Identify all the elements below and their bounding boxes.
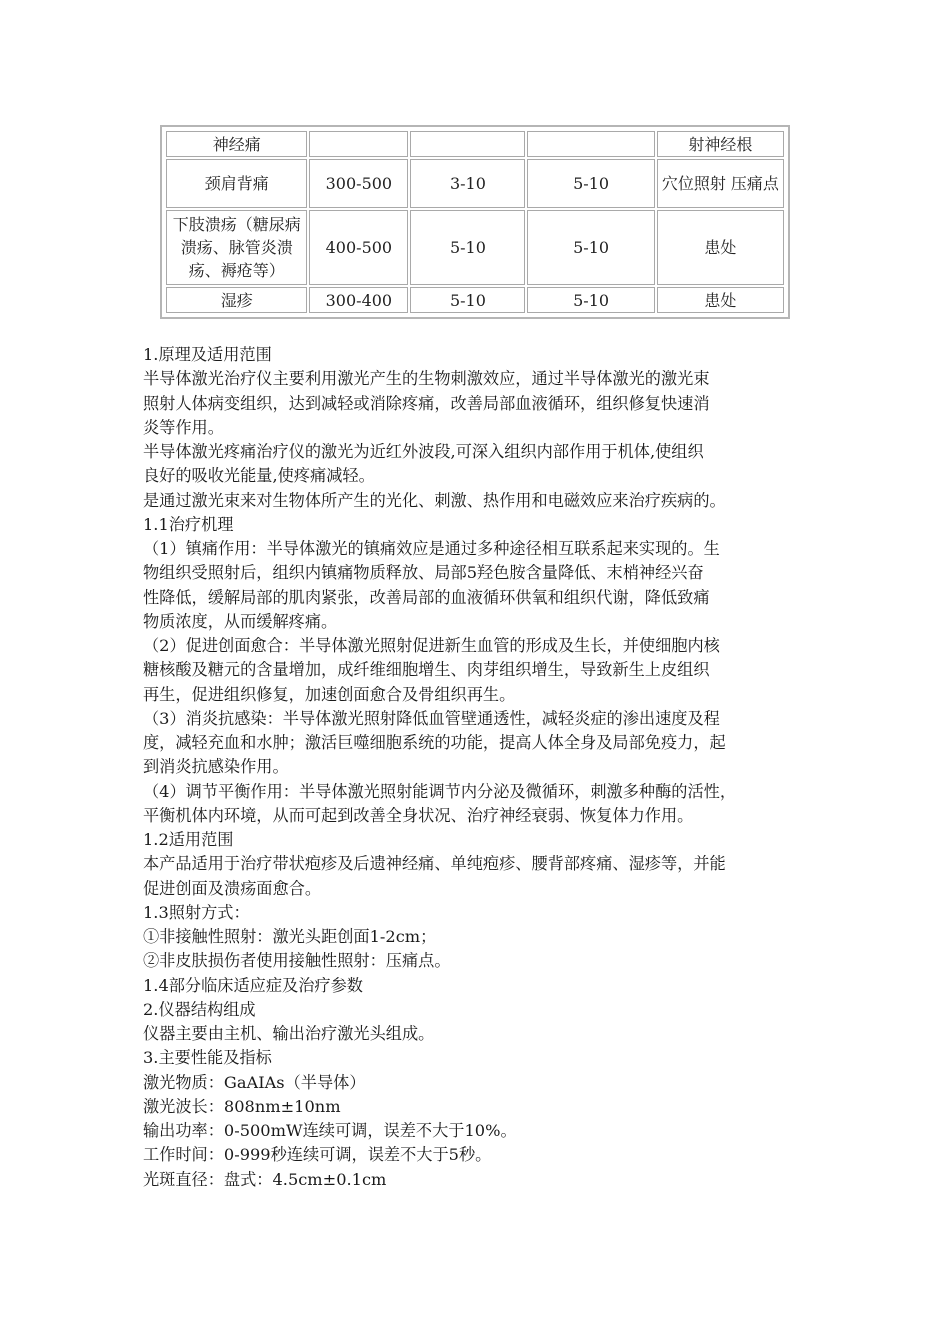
table-cell: 300-500 [309,159,408,208]
table-cell: 下肢溃疡（糖尿病溃疡、脉管炎溃疡、褥疮等） [166,210,307,285]
spec-line: 输出功率：0-500mW连续可调，误差不大于10%。 [143,1121,517,1140]
params-table-grid [164,129,786,315]
text-line: 半导体激光治疗仪主要利用激光产生的生物刺激效应，通过半导体激光的激光束 [143,369,710,389]
table-cell [527,131,654,157]
table-cell: 湿疹 [166,287,307,313]
document-body [143,343,833,1192]
table-row [166,131,784,157]
text-line: 炎等作用。 [143,417,224,437]
table-row [166,287,784,313]
text-line: （3）消炎抗感染：半导体激光照射降低血管壁通透性，减轻炎症的渗出速度及程 [143,708,720,728]
text-line: 照射人体病变组织，达到减轻或消除疼痛，改善局部血液循环，组织修复快速消 [143,393,710,413]
section-heading: 1.2适用范围 [143,830,234,849]
text-line: 半导体激光疼痛治疗仪的激光为近红外波段,可深入组织内部作用于机体,使组织 [143,442,704,461]
text-line: 性降低，缓解局部的肌肉紧张，改善局部的血液循环供氧和组织代谢，降低致痛 [143,587,710,607]
table-cell: 5-10 [410,287,525,313]
table-cell: 5-10 [527,287,654,313]
table-cell: 穴位照射 压痛点 [657,159,784,208]
text-line: 物质浓度，从而缓解疼痛。 [143,611,338,631]
text-line: 糖核酸及糖元的含量增加，成纤维细胞增生、肉芽组织增生，导致新生上皮组织 [143,660,710,680]
text-line: （2）促进创面愈合：半导体激光照射促进新生血管的形成及生长，并使细胞内核 [143,636,720,655]
text-line: ②非皮肤损伤者使用接触性照射：压痛点。 [143,951,451,971]
text-line: （1）镇痛作用：半导体激光的镇痛效应是通过多种途径相互联系起来实现的。生 [143,539,720,558]
table-cell: 患处 [657,287,784,313]
table-cell [410,131,525,157]
section-heading: 1.3照射方式： [143,902,250,922]
text-line: 平衡机体内环境，从而可起到改善全身状况、治疗神经衰弱、恢复体力作用。 [143,805,694,825]
section-heading: 1.1治疗机理 [143,514,234,534]
table-cell [309,131,408,157]
spec-line: 光斑直径：盘式：4.5cm±0.1cm [143,1169,387,1189]
text-line: 度，减轻充血和水肿；激活巨噬细胞系统的功能，提高人体全身及局部免疫力，起 [143,733,726,752]
table-cell: 400-500 [309,210,408,285]
treatment-parameters-table [160,125,790,319]
text-line: 是通过激光束来对生物体所产生的光化、刺激、热作用和电磁效应来治疗疾病的。 [143,490,726,510]
table-cell: 射神经根 [657,131,784,157]
text-line: 良好的吸收光能量,使疼痛减轻。 [143,466,375,486]
section-heading: 1.原理及适用范围 [143,345,272,364]
text-line: 物组织受照射后，组织内镇痛物质释放、局部5羟色胺含量降低、末梢神经兴奋 [143,563,704,583]
table-cell: 300-400 [309,287,408,313]
table-cell: 颈肩背痛 [166,159,307,208]
text-line: 仪器主要由主机、输出治疗激光头组成。 [143,1024,435,1043]
text-line: 促进创面及溃疡面愈合。 [143,878,322,898]
table-cell: 3-10 [410,159,525,208]
section-heading: 3.主要性能及指标 [143,1048,272,1068]
table-cell: 5-10 [527,210,654,285]
text-line: ①非接触性照射：激光头距创面1-2cm； [143,927,437,946]
spec-line: 激光物质：GaAIAs（半导体） [143,1072,366,1092]
table-cell: 5-10 [527,159,654,208]
text-line: （4）调节平衡作用：半导体激光照射能调节内分泌及微循环，刺激多种酶的活性， [143,781,737,801]
table-cell: 5-10 [410,210,525,285]
table-cell: 神经痛 [166,131,307,157]
text-line: 再生，促进组织修复，加速创面愈合及骨组织再生。 [143,684,516,704]
table-row [166,210,784,285]
spec-line: 工作时间：0-999秒连续可调，误差不大于5秒。 [143,1145,492,1165]
table-cell: 患处 [657,210,784,285]
table-row [166,159,784,208]
text-line: 到消炎抗感染作用。 [143,757,289,777]
spec-line: 激光波长：808nm±10nm [143,1096,341,1116]
section-heading: 1.4部分临床适应症及治疗参数 [143,975,363,995]
text-line: 本产品适用于治疗带状疱疹及后遗神经痛、单纯疱疹、腰背部疼痛、湿疹等，并能 [143,854,726,874]
section-heading: 2.仪器结构组成 [143,999,256,1019]
